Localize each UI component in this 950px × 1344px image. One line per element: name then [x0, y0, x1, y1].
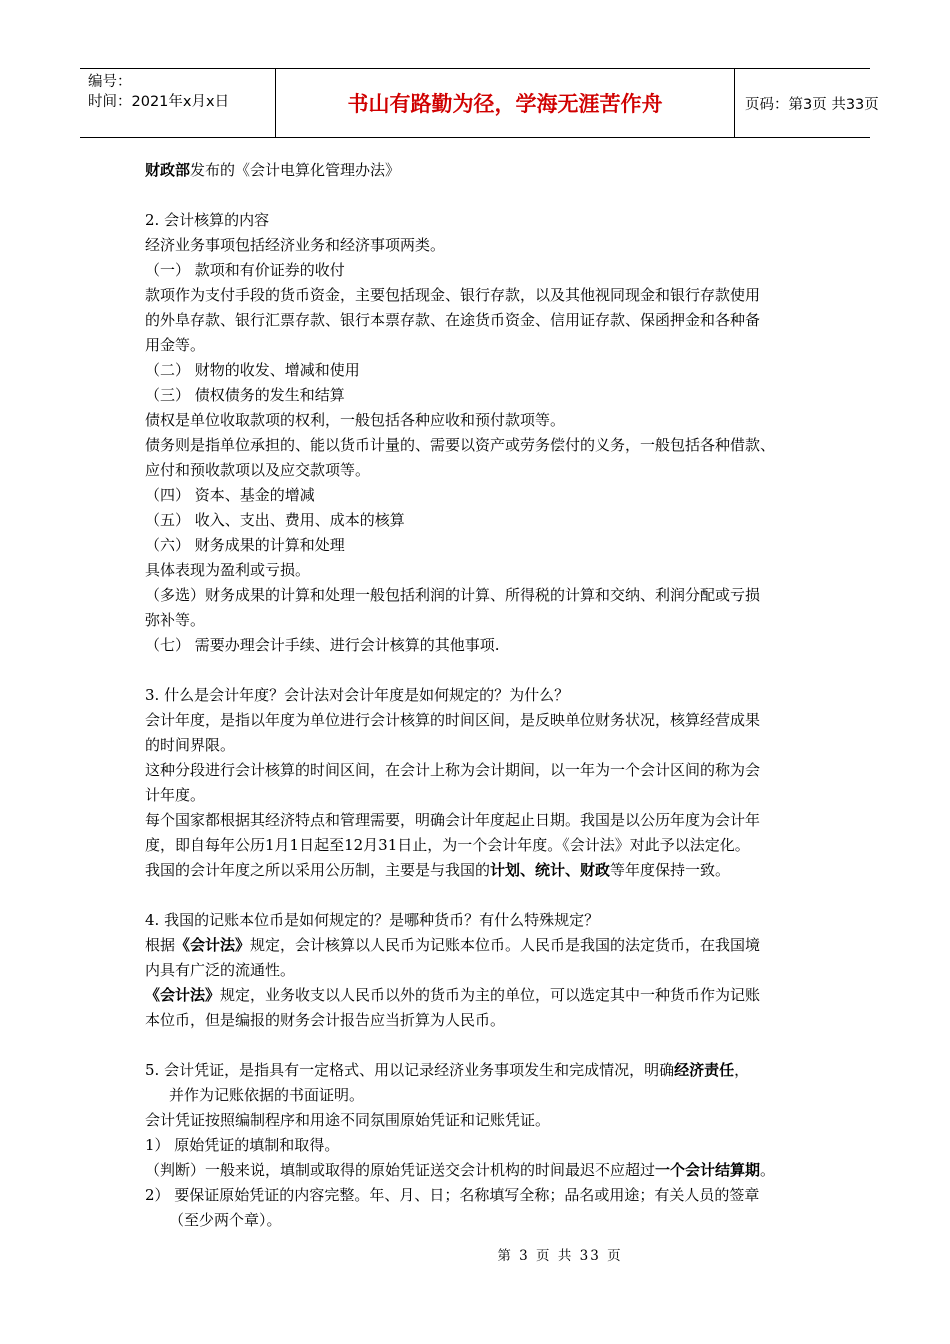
bold-text: 计划、统计、财政	[490, 861, 611, 879]
body-line: 的外阜存款、银行汇票存款、银行本票存款、在途货币资金、信用证存款、保函押金和各种备	[145, 311, 761, 329]
body-line: 并作为记账依据的书面证明。	[169, 1086, 365, 1104]
body-line: 会计凭证按照编制程序和用途不同氛围原始凭证和记账凭证。	[145, 1111, 551, 1129]
header-motto: 书山有路勤为径，学海无涯苦作舟	[347, 92, 663, 116]
body-line: 这种分段进行会计核算的时间区间，在会计上称为会计期间，以一年为一个会计区间的称为会	[145, 761, 761, 779]
body-line: 债务则是指单位承担的、能以货币计量的、需要以资产或劳务偿付的义务，一般包括各种借款、	[145, 436, 776, 454]
bold-text: 一个会计结算期	[655, 1161, 761, 1179]
body-line: 会计年度，是指以年度为单位进行会计核算的时间区间，是反映单位财务状况，核算经营成果	[145, 711, 761, 729]
body-text: 规定，会计核算以人民币为记账本位币。人民币是我国的法定货币，在我国境	[250, 936, 761, 954]
body-line: 计年度。	[145, 786, 206, 804]
body-line: 每个国家都根据其经济特点和管理需要，明确会计年度起止日期。我国是以公历年度为会计年	[145, 811, 761, 829]
blank-line	[145, 1033, 845, 1058]
body-text: 规定，业务收支以人民币以外的货币为主的单位，可以选定其中一种货币作为记账	[220, 986, 761, 1004]
body-line: 内具有广泛的流通性。	[145, 961, 296, 979]
body-text: 发布的《会计电算化管理办法》	[190, 161, 401, 179]
list-item: 2） 要保证原始凭证的内容完整。年、月、日；名称填写全称；品名或用途；有关人员的签章	[145, 1186, 760, 1204]
body-line: 应付和预收款项以及应交款项等。	[145, 461, 371, 479]
body-text: 我国的会计年度之所以采用公历制，主要是与我国的	[145, 861, 491, 879]
header-page-number: 页码：第3页 共33页	[745, 96, 879, 113]
body-line: （多选）财务成果的计算和处理一般包括利润的计算、所得税的计算和交纳、利润分配或亏损	[145, 586, 761, 604]
body-text: 5. 会计凭证，是指具有一定格式、用以记录经济业务事项发生和完成情况，明确	[145, 1061, 675, 1079]
body-line: 用金等。	[145, 336, 206, 354]
body-line: 本位币，但是编报的财务会计报告应当折算为人民币。	[145, 1011, 506, 1029]
body-line	[145, 158, 845, 183]
body-line	[145, 1158, 845, 1183]
header-meta-cell	[80, 69, 276, 137]
document-body	[145, 158, 845, 1233]
document-number-label: 编号：	[88, 74, 132, 90]
body-line	[145, 858, 845, 883]
header-motto-cell	[276, 69, 735, 137]
body-line: 的时间界限。	[145, 736, 236, 754]
body-line: （至少两个章）。	[169, 1211, 282, 1229]
body-line	[145, 983, 845, 1008]
list-item: 1） 原始凭证的填制和取得。	[145, 1136, 340, 1154]
bold-text: 财政部	[145, 161, 191, 179]
blank-line	[145, 883, 845, 908]
body-line: 款项作为支付手段的货币资金，主要包括现金、银行存款，以及其他视同现金和银行存款使用	[145, 286, 761, 304]
body-text: 。	[760, 1161, 776, 1179]
body-line: 度，即自每年公历1月1日起至12月31日止，为一个会计年度。《会计法》对此予以法定化。	[145, 836, 750, 854]
section-heading: 3. 什么是会计年度？会计法对会计年度是如何规定的？为什么？	[145, 686, 570, 704]
list-item: （二） 财物的收发、增减和使用	[145, 361, 360, 379]
body-line	[145, 933, 845, 958]
list-item: （四） 资本、基金的增减	[145, 486, 315, 504]
footer-page-number: 第 3 页 共 33 页	[497, 1248, 623, 1264]
body-line: 弥补等。	[145, 611, 206, 629]
body-text: （判断）一般来说，填制或取得的原始凭证送交会计机构的时间最迟不应超过	[145, 1161, 656, 1179]
list-item: （一） 款项和有价证券的收付	[145, 261, 345, 279]
section-heading: 2. 会计核算的内容	[145, 211, 270, 229]
section-heading: 4. 我国的记账本位币是如何规定的？是哪种货币？有什么特殊规定？	[145, 911, 600, 929]
blank-line	[145, 658, 845, 683]
blank-line	[145, 183, 845, 208]
bold-text: 《会计法》	[145, 986, 221, 1004]
bold-text: 经济责任	[674, 1061, 735, 1079]
header-page-cell	[735, 69, 879, 137]
section-heading	[145, 1058, 845, 1083]
body-line: 具体表现为盈利或亏损。	[145, 561, 311, 579]
body-text: 等年度保持一致。	[610, 861, 731, 879]
body-line: 债权是单位收取款项的权利，一般包括各种应收和预付款项等。	[145, 411, 566, 429]
list-item: （五） 收入、支出、费用、成本的核算	[145, 511, 405, 529]
body-line: 经济业务事项包括经济业务和经济事项两类。	[145, 236, 446, 254]
bold-text: 《会计法》	[175, 936, 251, 954]
page-header	[80, 68, 879, 138]
page-footer	[0, 1244, 950, 1264]
list-item: （三） 债权债务的发生和结算	[145, 386, 345, 404]
document-date-label: 时间：2021年x月x日	[88, 94, 230, 110]
list-item: （六） 财务成果的计算和处理	[145, 536, 345, 554]
list-item: （七） 需要办理会计手续、进行会计核算的其他事项.	[145, 636, 500, 654]
body-text: 根据	[145, 936, 176, 954]
body-text: ，	[734, 1061, 750, 1079]
